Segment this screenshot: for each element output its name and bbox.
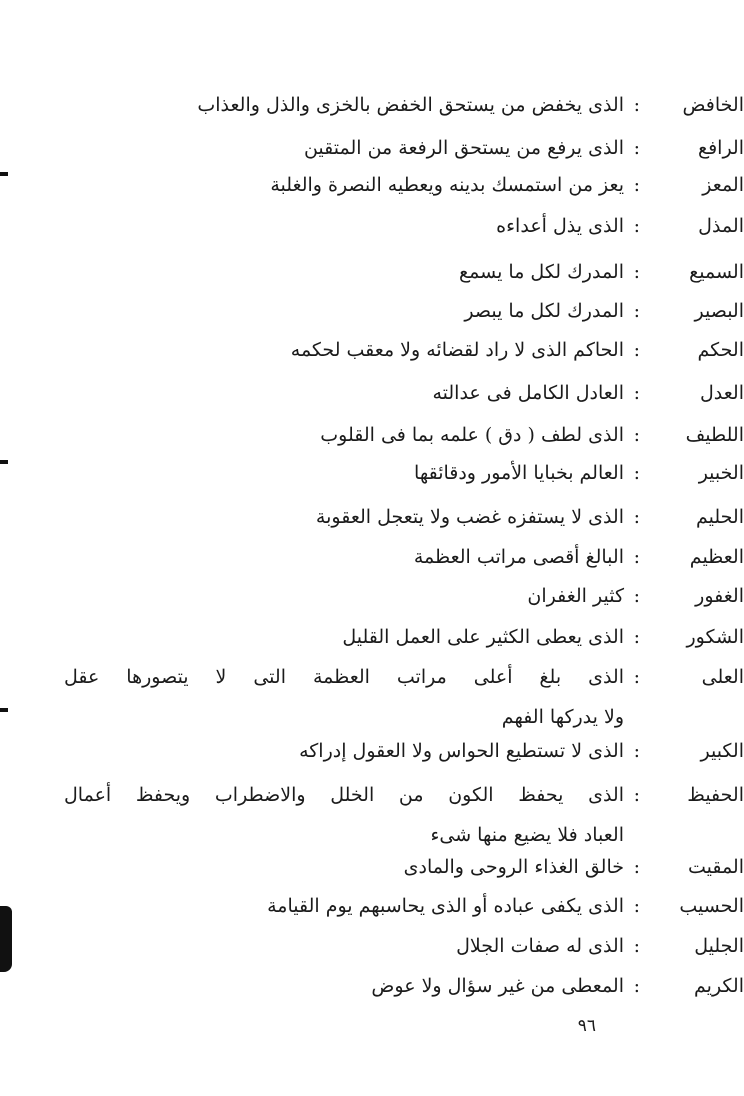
definition: الحاكم الذى لا راد لقضائه ولا معقب لحكمه: [290, 339, 624, 361]
separator: :: [633, 137, 640, 159]
separator: :: [633, 975, 640, 997]
definition: الذى يعطى الكثير على العمل القليل: [342, 626, 624, 648]
term: الرافع: [697, 137, 744, 159]
separator: :: [633, 462, 640, 484]
definition-continuation: العباد فلا يضيع منها شىء: [430, 824, 624, 846]
definition: الذى لا تستطيع الحواس ولا العقول إدراكه: [299, 740, 624, 762]
definition: المدرك لكل ما يسمع: [459, 261, 624, 283]
term: الحليم: [695, 506, 744, 528]
term: المذل: [698, 215, 744, 237]
definition: الذى لطف ( دق ) علمه بما فى القلوب: [320, 424, 624, 446]
definition: الذى بلغ أعلى مراتب العظمة التى لا يتصورها عقل: [64, 666, 624, 688]
term: الكبير: [700, 740, 744, 762]
definition: الذى يذل أعداءه: [496, 215, 624, 237]
definition: الذى يكفى عباده أو الذى يحاسبهم يوم القيامة: [267, 895, 624, 917]
term: المقيت: [687, 856, 744, 878]
scan-edge-mark: [0, 460, 8, 464]
definition: العادل الكامل فى عدالته: [432, 382, 624, 404]
term: الحسيب: [679, 895, 744, 917]
term: البصير: [694, 300, 744, 322]
definition-continuation: ولا يدركها الفهم: [501, 706, 624, 728]
definition: البالغ أقصى مراتب العظمة: [413, 546, 624, 568]
separator: :: [633, 300, 640, 322]
term: العدل: [699, 382, 744, 404]
definition: الذى له صفات الجلال: [456, 935, 624, 957]
separator: :: [633, 546, 640, 568]
term: العلى: [701, 666, 744, 688]
definition: يعز من استمسك بدينه ويعطيه النصرة والغلبة: [270, 174, 624, 196]
definition: العالم بخبايا الأمور ودقائقها: [414, 462, 624, 484]
definition: الذى يحفظ الكون من الخلل والاضطراب ويحفظ أعمال: [64, 784, 624, 806]
term: الحفيظ: [687, 784, 744, 806]
separator: :: [633, 424, 640, 446]
definition: المدرك لكل ما يبصر: [464, 300, 624, 322]
term: اللطيف: [685, 424, 744, 446]
separator: :: [633, 856, 640, 878]
separator: :: [633, 784, 640, 806]
term: الشكور: [686, 626, 744, 648]
term: المعز: [702, 174, 744, 196]
page-number: ٩٦: [577, 1016, 596, 1036]
separator: :: [633, 506, 640, 528]
term: الخبير: [698, 462, 744, 484]
term: الخافض: [682, 94, 744, 116]
definition: الذى لا يستفزه غضب ولا يتعجل العقوبة: [315, 506, 624, 528]
separator: :: [633, 339, 640, 361]
term: الكريم: [694, 975, 744, 997]
term: السميع: [689, 261, 744, 283]
separator: :: [633, 215, 640, 237]
definition: كثير الغفران: [527, 585, 624, 607]
definition: خالق الغذاء الروحى والمادى: [403, 856, 624, 878]
term: الغفور: [695, 585, 744, 607]
separator: :: [633, 585, 640, 607]
separator: :: [633, 935, 640, 957]
separator: :: [633, 261, 640, 283]
definition: المعطى من غير سؤال ولا عوض: [371, 975, 624, 997]
scan-edge-mark: [0, 172, 8, 176]
scan-edge-mark: [0, 708, 8, 712]
separator: :: [633, 740, 640, 762]
separator: :: [633, 382, 640, 404]
definition: الذى يرفع من يستحق الرفعة من المتقين: [303, 137, 624, 159]
term: الجليل: [694, 935, 744, 957]
separator: :: [633, 666, 640, 688]
term: الحكم: [697, 339, 744, 361]
separator: :: [633, 626, 640, 648]
definition: الذى يخفض من يستحق الخفض بالخزى والذل والعذاب: [197, 94, 624, 116]
scan-edge-blot: [0, 906, 12, 972]
separator: :: [633, 895, 640, 917]
term: العظيم: [689, 546, 744, 568]
separator: :: [633, 94, 640, 116]
separator: :: [633, 174, 640, 196]
